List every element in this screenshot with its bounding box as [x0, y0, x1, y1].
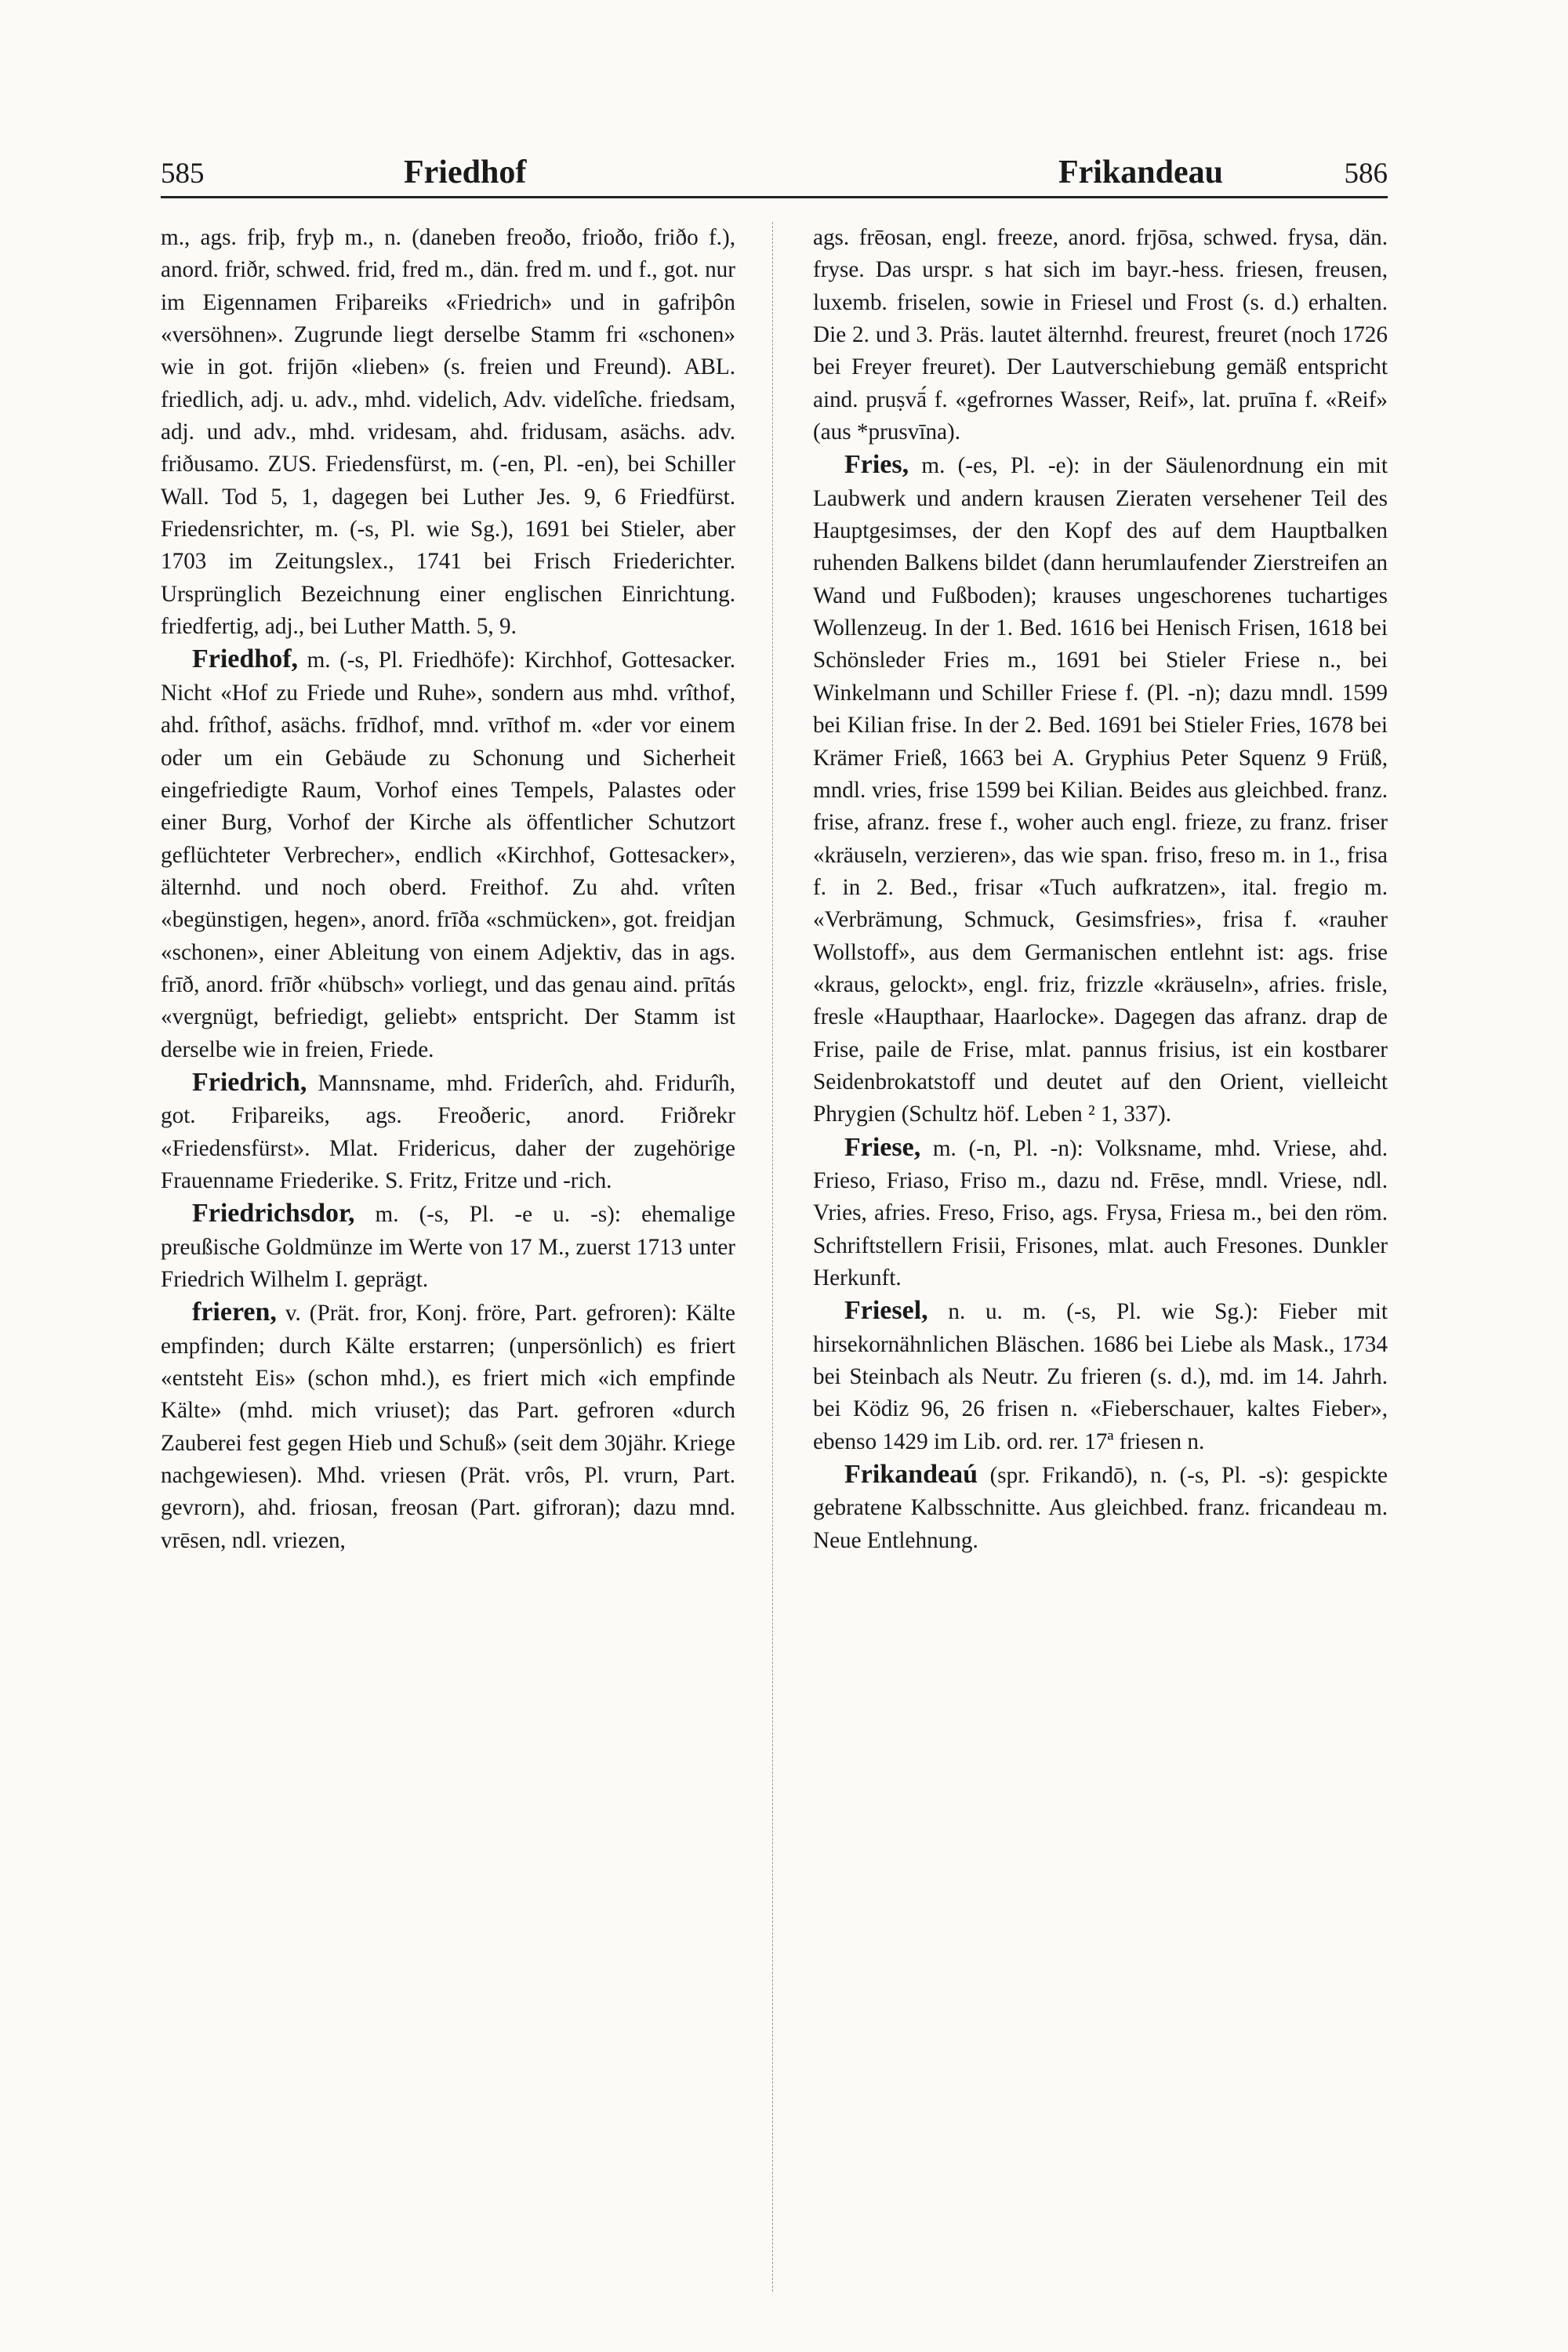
right-column [813, 222, 1388, 1557]
entry-frieren [161, 1296, 735, 1557]
left-column [161, 222, 735, 1557]
headword: Fries, [844, 450, 909, 480]
headword: Friedhof, [192, 644, 299, 674]
entry-text: m. (-s, Pl. -e u. -s): ehemalige preußische Goldmünze im Werte von 17 M., zuerst 1713 unter Friedrich Wilhelm I. geprägt. [161, 1202, 735, 1292]
entry-continuation [161, 222, 735, 643]
entry-text: v. (Prät. fror, Konj. fröre, Part. gefroren): Kälte empfinden; durch Kälte erstarren; (unpersönlich) es friert «entsteht Eis» (schon mhd.), es friert mich «ich empfinde Kälte» (mhd. mich vriuset); das Part. gefroren «durch Zauberei fest gegen Hieb und Schuß» (seit dem 30jähr. Kriege nachgewiesen). Mhd. vriesen (Prät. vrôs, Pl. vrurn, Part. gevrorn), ahd. friosan, freosan (Part. gifroran); dazu mnd. vrēsen, ndl. vriezen, [161, 1301, 735, 1553]
entry-text: m. (-es, Pl. -e): in der Säulenordnung ein mit Laubwerk und andern krausen Zieraten versehener Teil des Hauptgesimses, der den Kopf des auf dem Hauptbalken ruhenden Balkens bildet (dann herumlaufender Zierstreifen an Wand und Fußboden); krauses ungeschorenes tuchartiges Wollenzeug. In der 1. Bed. 1616 bei Henisch Frisen, 1618 bei Schönsleder Fries m., 1691 bei Stieler Friese n., bei Winkelmann und Schiller Friese f. (Pl. -n); dazu mndl. 1599 bei Kilian frise. In der 2. Bed. 1691 bei Stieler Fries, 1678 bei Krämer Frieß, 1663 bei A. Gryphius Peter Squenz 9 Früß, mndl. vries, frise 1599 bei Kilian. Beides aus gleichbed. franz. frise, afranz. frese f., woher auch engl. frieze, zu franz. friser «kräuseln, verzieren», das wie span. friso, freso m. in 1., frisa f. in 2. Bed., frisar «Tuch aufkratzen», ital. fregio m. «Verbrämung, Schmuck, Gesimsfries», frisa f. «rauher Wollstoff», aus dem Germanischen entlehnt ist: ags. frise «kraus, gelockt», engl. friz, frizzle «kräuseln», afries. frisle, fresle «Haupthaar, Haarlocke». Dagegen das afranz. drap de Frise, paile de Frise, mlat. pannus frisius, ist ein kostbarer Seidenbrokatstoff und deutet auf den Orient, vielleicht Phrygien (Schultz höf. Leben ² 1, 337). [813, 453, 1388, 1127]
headword: Friedrichsdor, [192, 1199, 355, 1229]
column-divider [772, 222, 773, 2292]
entry-text: m. (-s, Pl. Friedhöfe): Kirchhof, Gottesacker. Nicht «Hof zu Friede und Ruhe», sondern aus mhd. vrîthof, ahd. frîthof, asächs. frīdhof, mnd. vrīthof m. «der vor einem oder um ein Gebäude zu Schonung und Sicherheit eingefriedigte Raum, Vorhof eines Tempels, Palastes oder einer Burg, Vorhof der Kirche als öffentlicher Schutzort geflüchteter Verbrecher», endlich «Kirchhof, Gottesacker», älternhd. und noch oberd. Freithof. Zu ahd. vrîten «begünstigen, hegen», anord. frīða «schmücken», got. freidjan «schonen», einer Ableitung von einem Adjektiv, das in ags. frīð, anord. frīðr «hübsch» vorliegt, und das genau aind. prītás «vergnügt, befriedigt, geliebt» entspricht. Der Stamm ist derselbe wie in freien, Friede. [161, 648, 735, 1062]
entry-friedhof [161, 643, 735, 1065]
entry-fries [813, 448, 1388, 1131]
entry-text: ags. frēosan, engl. freeze, anord. frjōsa, schwed. frysa, dän. fryse. Das urspr. s hat sich im bayr.-hess. friesen, freusen, luxemb. friselen, sowie in Friesel und Frost (s. d.) erhalten. Die 2. und 3. Präs. lautet älternhd. freurest, freuret (noch 1726 bei Freyer freuret). Der Lautverschiebung gemäß entspricht aind. pruṣvā́ f. «gefrornes Wasser, Reif», lat. pruīna f. «Reif» (aus *prusvīna). [813, 225, 1388, 445]
headword: Friedrich, [192, 1067, 307, 1097]
entry-friedrichsdor [161, 1197, 735, 1296]
entry-continuation [813, 222, 1388, 448]
entry-friedrich [161, 1066, 735, 1197]
entry-text: m. (-n, Pl. -n): Volksname, mhd. Vriese, ahd. Frieso, Friaso, Friso m., dazu nd. Frēse, mndl. Vriese, ndl. Vries, afries. Freso, Friso, ags. Frysa, Friesa m., bei den röm. Schriftstellern Frisii, Frisones, mlat. auch Fresones. Dunkler Herkunft. [813, 1135, 1388, 1290]
entry-text: Mannsname, mhd. Friderîch, ahd. Fridurîh, got. Friþareiks, ags. Freoðeric, anord. Friðrekr «Friedensfürst». Mlat. Fridericus, daher der zugehörige Frauenname Friederike. S. Fritz, Fritze und -rich. [161, 1070, 736, 1193]
page-number-left: 585 [161, 158, 205, 190]
headword: frieren, [192, 1298, 277, 1327]
page-header [161, 154, 1388, 196]
running-headword-left: Friedhof [404, 154, 527, 191]
entry-text: m., ags. friþ, fryþ m., n. (daneben freoðo, frioðo, friðo f.), anord. friðr, schwed. frid, fred m., dän. fred m. und f., got. nur im Eigennamen Friþareiks «Friedrich» und in gafriþôn «versöhnen». Zugrunde liegt derselbe Stamm fri «schonen» wie in got. frijōn «lieben» (s. freien und Freund). ABL. friedlich, adj. u. adv., mhd. videlich, Adv. videlîche. friedsam, adj. und adv., mhd. vridesam, ahd. fridusam, asächs. adv. friðusamo. ZUS. Friedensfürst, m. (-en, Pl. -en), bei Schiller Wall. Tod 5, 1, dagegen bei Luther Jes. 9, 6 Friedfürst. Friedensrichter, m. (-s, Pl. wie Sg.), 1691 bei Stieler, aber 1703 im Zeitungslex., 1741 bei Frisch Friederichter. Ursprünglich Bezeichnung einer englischen Einrichtung. friedfertig, adj., bei Luther Matth. 5, 9. [161, 225, 735, 640]
entry-friesel [813, 1294, 1388, 1458]
entry-text: (spr. Frikandō), n. (-s, Pl. -s): gespickte gebratene Kalbsschnitte. Aus gleichbed. franz. fricandeau m. Neue Entlehnung. [813, 1463, 1388, 1553]
running-headword-right: Frikandeau [1058, 154, 1223, 191]
headword: Friese, [844, 1132, 921, 1162]
page-number-right: 586 [1344, 158, 1388, 190]
entry-friese [813, 1131, 1388, 1295]
header-rule [161, 196, 1388, 198]
headword: Frikandeaú [844, 1460, 978, 1490]
entry-frikandeau [813, 1458, 1388, 1557]
headword: Friesel, [844, 1296, 928, 1326]
entry-text: n. u. m. (-s, Pl. wie Sg.): Fieber mit hirsekornähnlichen Bläschen. 1686 bei Liebe als Mask., 1734 bei Steinbach als Neutr. Zu frieren (s. d.), md. im 14. Jahrh. bei Ködiz 96, 26 frisen n. «Fieberschauer, kaltes Fieber», ebenso 1429 im Lib. ord. rer. 17ª friesen n. [813, 1299, 1388, 1454]
